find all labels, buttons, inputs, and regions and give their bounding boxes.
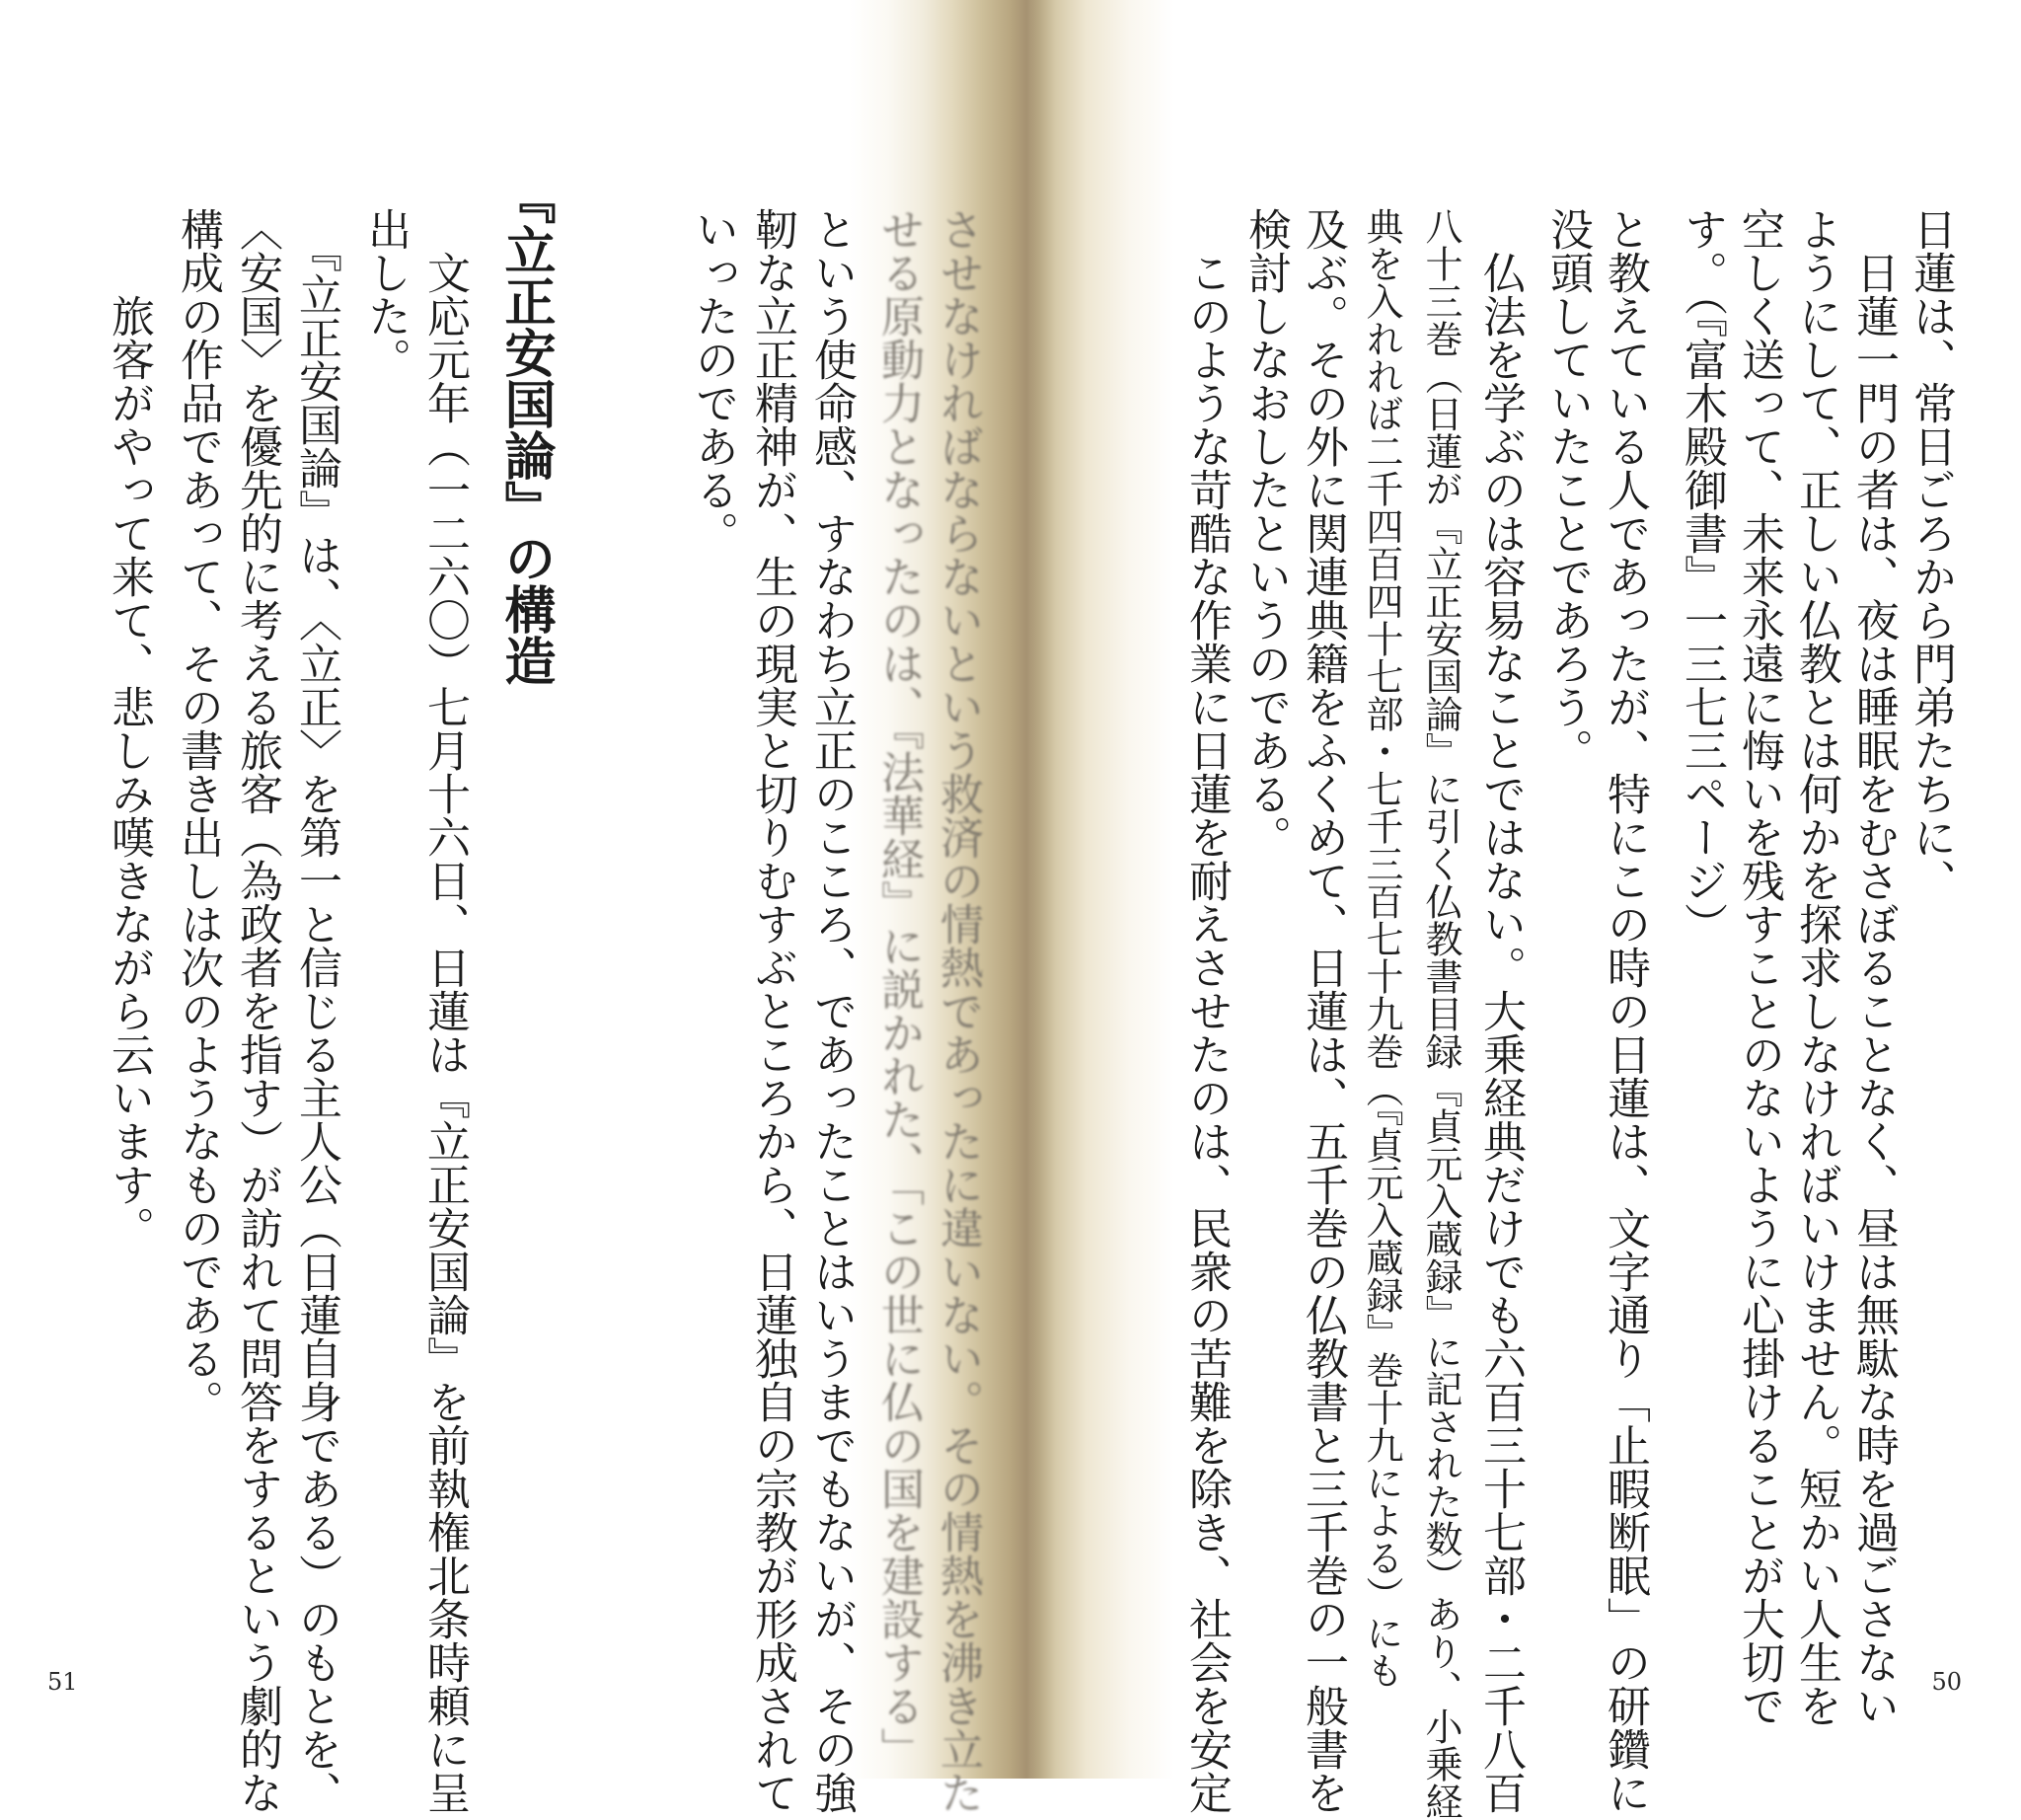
text-line: 文応元年（一二六〇）七月十六日、日蓮は『立正安国論』を前執権北条時頼に呈 bbox=[419, 207, 470, 1814]
text-line: と教えている人であったが、特にこの時の日蓮は、文字通り「止暇断眠」の研鑽に bbox=[1600, 207, 1650, 1814]
text-line-blurred: させなければならないという救済の情熱であったに違いない。その情熱を沸き立た bbox=[933, 207, 983, 1814]
text-line: 日蓮は、常日ごろから門弟たちに、 bbox=[1906, 207, 1956, 902]
text-line-blurred: せる原動力となったのは、『法華経』に説かれた、「この世に仏の国を建設する」 bbox=[873, 207, 924, 1771]
text-line: 典を入れれば二千四百四十七部・七千三百七十九巻（『貞元入蔵録』巻十九による）にも bbox=[1360, 207, 1403, 1689]
text-line: このような苛酷な作業に日蓮を耐えさせたのは、民衆の苦難を除き、社会を安定 bbox=[1181, 207, 1232, 1814]
text-line: 出した。 bbox=[360, 207, 411, 381]
text-line: 靭な立正精神が、生の現実と切りむすぶところから、日蓮独自の宗教が形成されて bbox=[747, 207, 797, 1814]
text-line: という使命感、すなわち立正のこころ、であったことはいうまでもないが、その強 bbox=[806, 207, 857, 1814]
text-line: 及ぶ。その外に関連典籍をふくめて、日蓮は、五千巻の仏教書と三千巻の一般書を bbox=[1298, 207, 1348, 1814]
right-page bbox=[1036, 0, 2021, 1820]
section-heading: 『立正安国論』の構造 bbox=[495, 173, 555, 686]
text-line: 日蓮一門の者は、夜は睡眠をむさぼることなく、昼は無駄な時を過ごさない bbox=[1848, 207, 1899, 1727]
text-line: 没頭していたことであろう。 bbox=[1542, 207, 1593, 772]
text-line: ようにして、正しい仏教とは何かを探求しなければいけません。短かい人生を bbox=[1791, 207, 1841, 1727]
text-line: 『立正安国論』は、〈立正〉を第一と信じる主人公（日蓮自身である）のもとを、 bbox=[291, 207, 341, 1814]
text-line: 八十三巻（日蓮が『立正安国論』に引く仏教書目録『貞元入蔵録』に記された数）あり、小乗経 bbox=[1419, 207, 1462, 1820]
text-line: す。（『富木殿御書』一三七三ページ） bbox=[1677, 207, 1727, 946]
text-line: 検討しなおしたというのである。 bbox=[1240, 207, 1291, 859]
text-line: 仏法を学ぶのは容易なことではない。大乗経典だけでも六百三十七部・二千八百 bbox=[1475, 207, 1526, 1814]
text-line: いったのである。 bbox=[688, 207, 738, 555]
page-number: 51 bbox=[47, 1668, 78, 1696]
text-line: 〈安国〉を優先的に考える旅客（為政者を指す）が訪れて問答をするという劇的な bbox=[232, 207, 282, 1814]
text-line: 空しく送って、未来永遠に悔いを残すことのないように心掛けることが大切で bbox=[1734, 207, 1784, 1727]
text-line: 旅客がやって来て、悲しみ嘆きながら云います。 bbox=[104, 207, 154, 1250]
page-number: 50 bbox=[1931, 1668, 1962, 1696]
text-line: 構成の作品であって、その書き出しは次のようなものである。 bbox=[173, 207, 223, 1423]
